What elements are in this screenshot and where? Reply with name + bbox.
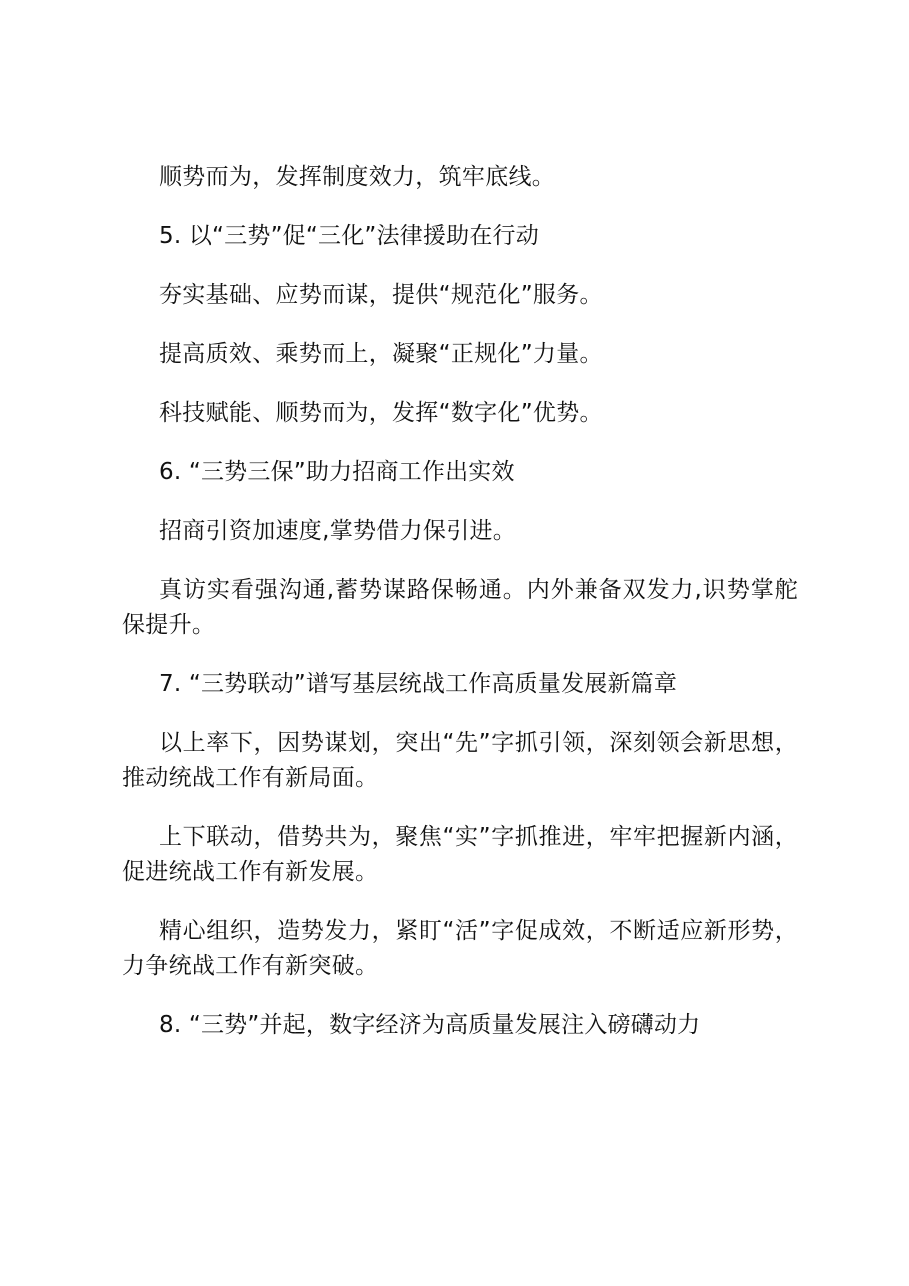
paragraph-text: 以上率下，因势谋划，突出“先”字抓引领，深刻领会新思想，推动统战工作有新局面。 bbox=[122, 730, 798, 791]
paragraph-text: 精心组织，造势发力，紧盯“活”字促成效，不断适应新形势，力争统战工作有新突破。 bbox=[122, 918, 798, 979]
paragraph-text: 科技赋能、顺势而为，发挥“数字化”优势。 bbox=[159, 400, 603, 426]
paragraph-text: 提高质效、乘势而上，凝聚“正规化”力量。 bbox=[159, 341, 603, 367]
paragraph-text: 上下联动，借势共为，聚焦“实”字抓推进，牢牢把握新内涵，促进统战工作有新发展。 bbox=[122, 824, 798, 885]
paragraph-text: 顺势而为，发挥制度效力，筑牢底线。 bbox=[159, 164, 556, 190]
section-heading-6: 6. “三势三保”助力招商工作出实效 bbox=[159, 459, 515, 485]
section-heading-7: 7. “三势联动”谱写基层统战工作高质量发展新篇章 bbox=[159, 671, 678, 697]
section-heading-8: 8. “三势”并起，数字经济为高质量发展注入磅礴动力 bbox=[159, 1012, 701, 1038]
paragraph-text: 夯实基础、应势而谋，提供“规范化”服务。 bbox=[159, 282, 603, 308]
document-body bbox=[122, 160, 798, 1067]
section-heading-5: 5. 以“三势”促“三化”法律援助在行动 bbox=[159, 223, 539, 249]
paragraph-text: 真访实看强沟通,蓄势谋路保畅通。内外兼备双发力,识势掌舵保提升。 bbox=[122, 577, 798, 638]
paragraph-text: 招商引资加速度,掌势借力保引进。 bbox=[159, 518, 517, 544]
